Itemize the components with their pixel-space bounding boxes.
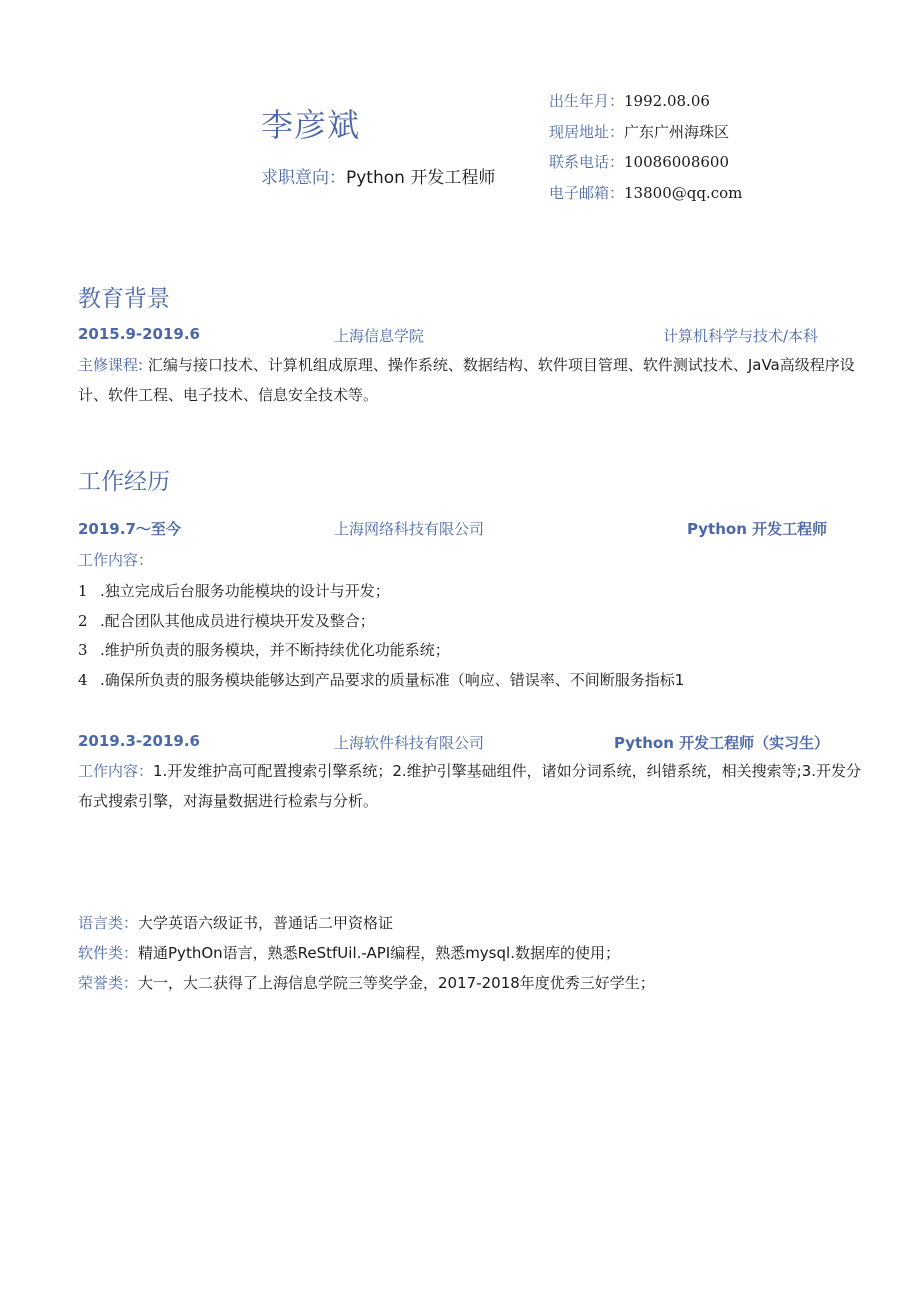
extras-list: [78, 908, 655, 998]
job-period: 2019.3-2019.6: [78, 732, 200, 750]
item-number: 3: [78, 641, 88, 659]
list-item: [78, 666, 684, 696]
education-major: 计算机科学与技术/本科: [663, 327, 819, 345]
courses-label: 主修课程:: [78, 356, 144, 374]
info-value: 10086008600: [624, 153, 729, 171]
job-intent-label: 求职意向：: [261, 168, 346, 188]
item-number: 4: [78, 670, 88, 689]
job-content-label: 工作内容：: [78, 762, 154, 780]
info-email: [549, 178, 742, 209]
job-intent-value: Python 开发工程师: [346, 168, 496, 188]
info-value: 13800@qq.com: [624, 183, 743, 202]
extra-honor: [78, 968, 655, 998]
item-text: .独立完成后台服务功能模块的设计与开发；: [100, 582, 390, 600]
education-period: 2015.9-2019.6: [78, 325, 200, 343]
info-value: 1992.08.06: [624, 92, 710, 110]
education-entry: [78, 325, 848, 347]
job-intent: [261, 163, 495, 188]
extra-software: [78, 938, 655, 968]
info-phone: [549, 147, 742, 178]
info-value: 广东广州海珠区: [624, 122, 730, 141]
extra-text: 大学英语六级证书，普通话二甲资格证: [138, 914, 394, 932]
work-title: 工作经历: [78, 469, 170, 495]
item-text: .确保所负责的服务模块能够达到产品要求的质量标准（响应、错误率、不间断服务指标1: [100, 670, 685, 689]
job-2-content: [78, 756, 868, 816]
list-item: [78, 577, 684, 607]
job-period: 2019.7～至今: [78, 520, 181, 538]
job-entry-2: [78, 732, 848, 754]
item-number: 2: [78, 611, 88, 630]
candidate-name: 李彦斌: [261, 106, 361, 144]
education-courses: [78, 350, 868, 410]
job-role-text: Python 开发工程师（实习生）: [614, 734, 830, 752]
job-role-text: Python 开发工程师: [687, 520, 828, 538]
info-label: 现居地址：: [549, 122, 625, 141]
info-address: [549, 117, 742, 148]
info-label: 出生年月：: [549, 92, 625, 110]
extra-label: 软件类：: [78, 944, 139, 962]
education-title: 教育背景: [78, 286, 170, 312]
job-content-text: 1.开发维护高可配置搜索引擎系统；2.维护引擎基础组件，诸如分词系统，纠错系统，相关搜索等;3.开发分布式搜索引擎，对海量数据进行检索与分析。: [78, 762, 862, 810]
job-role: [687, 518, 827, 539]
extra-label: 荣誉类：: [78, 974, 139, 992]
list-item: [78, 636, 684, 666]
item-text: .配合团队其他成员进行模块开发及整合；: [100, 611, 375, 630]
job-content-label: 工作内容：: [78, 551, 154, 569]
courses-text: 汇编与接口技术、计算机组成原理、操作系统、数据结构、软件项目管理、软件测试技术、JaVa高级程序设计、软件工程、电子技术、信息安全技术等。: [78, 356, 855, 404]
extra-language: [78, 908, 655, 938]
info-birth: [549, 86, 742, 117]
info-label: 联系电话：: [549, 153, 625, 171]
job-role: [614, 732, 829, 753]
job-duty-list: [78, 577, 684, 695]
item-text: .维护所负责的服务模块，并不断持续优化功能系统；: [100, 641, 450, 659]
extra-text: 大一，大二获得了上海信息学院三等奖学金，2017-2018年度优秀三好学生；: [138, 974, 655, 992]
education-school: 上海信息学院: [334, 327, 425, 345]
job-company: 上海软件科技有限公司: [334, 734, 485, 752]
extra-text: 精通PythOn语言，熟悉ReStfUil.-API编程，熟悉mysql.数据库的使用；: [138, 944, 620, 962]
personal-info: [549, 86, 742, 208]
list-item: [78, 607, 684, 637]
job-entry-1: [78, 518, 848, 540]
job-company: 上海网络科技有限公司: [334, 520, 485, 538]
extra-label: 语言类：: [78, 914, 139, 932]
info-label: 电子邮箱：: [549, 183, 625, 202]
item-number: 1: [78, 582, 88, 600]
